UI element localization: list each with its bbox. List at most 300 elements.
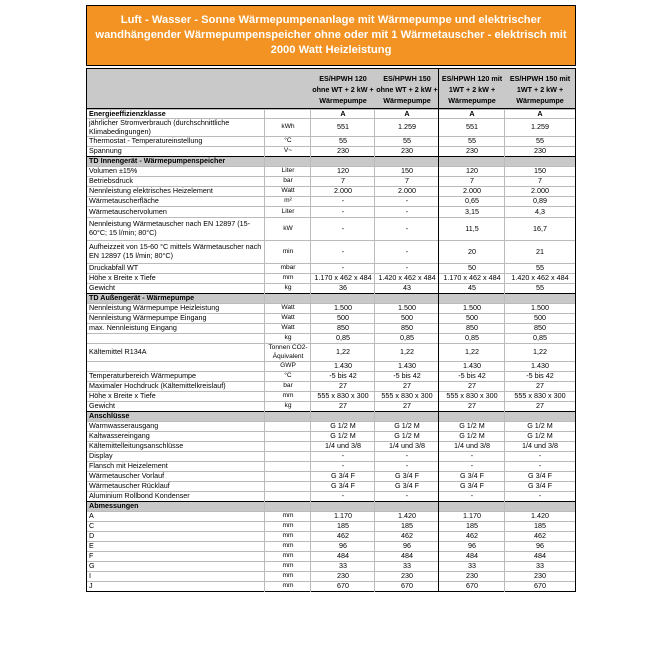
value-cell: 27	[403, 401, 411, 411]
value-cell: A	[404, 108, 410, 118]
value-cell: A	[469, 108, 475, 118]
table-row	[87, 561, 575, 571]
value-cell: 670	[466, 581, 478, 591]
spec-table	[86, 109, 576, 592]
value-cell: 96	[339, 541, 347, 551]
table-row	[87, 521, 575, 531]
section-header	[87, 156, 575, 166]
value-cell: G 1/2 M	[394, 431, 420, 441]
title-banner	[86, 5, 576, 66]
value-cell: 33	[403, 561, 411, 571]
table-row	[87, 381, 575, 391]
value-cell: 555 x 830 x 300	[317, 391, 369, 401]
value-cell: 33	[339, 561, 347, 571]
value-cell: 1.259	[531, 122, 549, 132]
value-cell: 1.500	[334, 303, 352, 313]
value-cell: G 3/4 F	[395, 471, 419, 481]
value-cell: G 1/2 M	[330, 421, 356, 431]
row-unit: mm	[282, 582, 294, 590]
value-cell: G 3/4 F	[331, 471, 355, 481]
row-unit: mm	[282, 572, 294, 580]
value-cell: 230	[401, 146, 413, 156]
value-cell: 551	[337, 122, 349, 132]
value-cell: -	[470, 451, 474, 461]
value-cell: 27	[339, 401, 347, 411]
value-cell: 230	[337, 146, 349, 156]
value-cell: 27	[536, 401, 544, 411]
value-cell: G 1/2 M	[527, 421, 553, 431]
value-cell: 555 x 830 x 300	[381, 391, 433, 401]
value-cell: 1.420 x 462 x 484	[378, 273, 436, 283]
table-row	[87, 391, 575, 401]
value-cell: 1.500	[463, 303, 481, 313]
value-cell: A	[340, 108, 346, 118]
value-cell: -	[341, 461, 345, 471]
value-cell: 7	[470, 176, 474, 186]
column-divider	[504, 109, 505, 592]
value-cell: 500	[401, 313, 413, 323]
table-row	[87, 441, 575, 451]
value-cell: 150	[534, 166, 546, 176]
value-cell: 1.170	[334, 511, 352, 521]
row-label: E	[89, 541, 94, 551]
value-cell: 1.420 x 462 x 484	[511, 273, 569, 283]
table-row	[87, 511, 575, 521]
table-row	[87, 273, 575, 283]
value-cell: 55	[403, 136, 411, 146]
value-cell: 1,22	[465, 347, 479, 357]
row-unit	[265, 110, 311, 118]
value-cell: 1.430	[334, 361, 352, 371]
row-label: Warmwasserausgang	[89, 421, 159, 431]
row-label	[87, 334, 265, 343]
row-label: C	[89, 521, 95, 531]
value-cell: -	[405, 246, 409, 256]
row-label: Wärmetauscher Rücklauf	[89, 481, 170, 491]
value-cell: 230	[401, 571, 413, 581]
value-cell: 230	[534, 146, 546, 156]
row-label: Display	[89, 451, 113, 461]
value-cell: 55	[536, 136, 544, 146]
value-cell: 1.170	[463, 511, 481, 521]
value-cell: 27	[468, 381, 476, 391]
table-row	[87, 303, 575, 313]
row-label: Wärmetauscherfläche	[89, 196, 159, 206]
section-title: Abmessungen	[89, 501, 139, 511]
value-cell: 4,3	[535, 206, 545, 216]
value-cell: -	[470, 491, 474, 501]
table-row	[87, 109, 575, 118]
row-label: Nennleistung Wärmetauscher nach EN 12897 (15-60°C; 15 l/min; 80°C)	[89, 219, 251, 237]
table-row	[87, 491, 575, 501]
value-cell: 1,22	[336, 347, 350, 357]
table-row	[87, 146, 575, 156]
value-cell: G 3/4 F	[395, 481, 419, 491]
row-label: D	[89, 531, 95, 541]
value-cell: 462	[401, 531, 413, 541]
value-cell: 670	[401, 581, 413, 591]
row-unit: mm	[282, 542, 294, 550]
value-cell: 1/4 und 3/8	[325, 441, 361, 451]
value-cell: -5 bis 42	[458, 371, 486, 381]
table-row	[87, 206, 575, 217]
column-divider	[438, 109, 439, 592]
value-cell: 7	[405, 176, 409, 186]
value-cell: 484	[466, 551, 478, 561]
value-cell: -	[405, 223, 409, 233]
row-label: A	[89, 511, 94, 521]
value-cell: 462	[466, 531, 478, 541]
value-cell: 36	[339, 283, 347, 293]
row-unit: kg	[284, 402, 292, 410]
row-label: F	[89, 551, 94, 561]
value-cell: 850	[337, 323, 349, 333]
section-header	[87, 411, 575, 421]
header-divider	[438, 68, 439, 109]
row-label: Temperaturbereich Wärmepumpe	[89, 371, 197, 381]
value-cell: G 3/4 F	[528, 471, 552, 481]
value-cell: G 1/2 M	[459, 431, 485, 441]
value-cell: -	[470, 461, 474, 471]
row-unit: Liter	[281, 207, 295, 215]
value-cell: 230	[466, 146, 478, 156]
value-cell: 27	[536, 381, 544, 391]
row-label: Maximaler Hochdruck (Kältemittelkreislauf)	[89, 381, 226, 391]
table-row	[87, 421, 575, 431]
value-cell: 551	[466, 122, 478, 132]
row-unit	[265, 492, 311, 501]
value-cell: 0,65	[465, 196, 479, 206]
value-cell: -	[341, 196, 345, 206]
column-header-2: ES/HPWH 150 ohne WT + 2 kW + Wärmepumpe	[376, 74, 438, 105]
value-cell: 55	[339, 136, 347, 146]
value-cell: 484	[534, 551, 546, 561]
table-row	[87, 531, 575, 541]
row-label: Wärmetauscher Vorlauf	[89, 471, 165, 481]
table-row	[87, 471, 575, 481]
section-header	[87, 501, 575, 511]
row-label: Nennleistung elektrisches Heizelement	[89, 186, 213, 196]
value-cell: -5 bis 42	[393, 371, 421, 381]
value-cell: 55	[536, 283, 544, 293]
value-cell: -	[538, 451, 542, 461]
table-row	[87, 541, 575, 551]
value-cell: 1.430	[463, 361, 481, 371]
row-unit: mm	[282, 392, 294, 400]
value-cell: -5 bis 42	[526, 371, 554, 381]
column-divider	[264, 109, 265, 592]
value-cell: 2.000	[463, 186, 481, 196]
row-unit: kg	[284, 284, 292, 292]
row-label: Volumen ±15%	[89, 166, 138, 176]
value-cell: -	[405, 461, 409, 471]
table-row	[87, 136, 575, 146]
table-row	[87, 283, 575, 293]
value-cell: 1.500	[398, 303, 416, 313]
value-cell: 21	[536, 246, 544, 256]
table-row	[87, 401, 575, 411]
table-row	[87, 581, 575, 591]
value-cell: 0,85	[465, 333, 479, 343]
column-header-1: ES/HPWH 120 ohne WT + 2 kW + Wärmepumpe	[312, 74, 374, 105]
value-cell: 1.420	[531, 511, 549, 521]
row-unit: mm	[282, 552, 294, 560]
row-unit: Liter	[281, 167, 295, 175]
value-cell: 96	[468, 541, 476, 551]
value-cell: -	[341, 223, 345, 233]
value-cell: 0,85	[336, 333, 350, 343]
table-row	[87, 461, 575, 471]
value-cell: 120	[337, 166, 349, 176]
column-divider	[310, 109, 311, 592]
row-label: Höhe x Breite x Tiefe	[89, 391, 156, 401]
value-cell: 33	[468, 561, 476, 571]
value-cell: 1.500	[531, 303, 549, 313]
table-row	[87, 451, 575, 461]
row-unit: V~	[283, 147, 293, 155]
row-label: Flansch mit Heizelement	[89, 461, 168, 471]
row-unit	[265, 432, 311, 441]
value-cell: 20	[468, 246, 476, 256]
row-unit: bar	[283, 177, 293, 185]
value-cell: 185	[466, 521, 478, 531]
table-row	[87, 431, 575, 441]
row-label: Spannung	[89, 146, 122, 156]
value-cell: 230	[337, 571, 349, 581]
value-cell: 462	[534, 531, 546, 541]
row-unit: mm	[282, 532, 294, 540]
value-cell: -	[341, 451, 345, 461]
row-unit: Watt	[281, 314, 295, 322]
table-row	[87, 481, 575, 491]
row-label: G	[89, 561, 95, 571]
value-cell: -5 bis 42	[329, 371, 357, 381]
row-unit	[265, 472, 311, 481]
value-cell: 500	[337, 313, 349, 323]
row-label: max. Nennleistung Eingang	[89, 323, 177, 333]
value-cell: 27	[468, 401, 476, 411]
value-cell: 1,22	[400, 347, 414, 357]
value-cell: 230	[466, 571, 478, 581]
value-cell: G 1/2 M	[459, 421, 485, 431]
row-label: Nennleistung Wärmepumpe Eingang	[89, 313, 207, 323]
value-cell: 2.000	[334, 186, 352, 196]
value-cell: 462	[337, 531, 349, 541]
value-cell: G 3/4 F	[460, 481, 484, 491]
value-cell: 850	[466, 323, 478, 333]
value-cell: 11,5	[465, 223, 479, 233]
value-cell: 1.170 x 462 x 484	[443, 273, 501, 283]
row-unit: m²	[284, 197, 292, 205]
row-unit: Tonnen CO2-Äquivalent	[268, 343, 308, 360]
row-unit: mm	[282, 522, 294, 530]
table-row	[87, 571, 575, 581]
row-unit	[265, 452, 311, 461]
row-label	[87, 362, 265, 371]
row-unit: °C	[284, 372, 292, 380]
value-cell: G 1/2 M	[394, 421, 420, 431]
row-unit	[265, 462, 311, 471]
value-cell: 185	[337, 521, 349, 531]
value-cell: 1/4 und 3/8	[522, 441, 558, 451]
table-row	[87, 551, 575, 561]
value-cell: 2.000	[398, 186, 416, 196]
value-cell: 1.259	[398, 122, 416, 132]
value-cell: 1/4 und 3/8	[389, 441, 425, 451]
row-unit: °C	[284, 137, 292, 145]
value-cell: 1.420	[398, 511, 416, 521]
value-cell: -	[405, 206, 409, 216]
value-cell: A	[537, 108, 543, 118]
value-cell: G 1/2 M	[527, 431, 553, 441]
value-cell: 150	[401, 166, 413, 176]
table-row	[87, 118, 575, 136]
value-cell: 1/4 und 3/8	[454, 441, 490, 451]
value-cell: 484	[401, 551, 413, 561]
value-cell: 33	[536, 561, 544, 571]
column-header-row	[86, 68, 576, 109]
row-label: J	[89, 581, 93, 591]
row-label: Wärmetauschervolumen	[89, 206, 167, 216]
value-cell: -	[405, 196, 409, 206]
row-label: Druckabfall WT	[89, 263, 139, 273]
row-unit: kWh	[281, 123, 295, 131]
row-label: Gewicht	[89, 401, 115, 411]
row-label: jährlicher Stromverbrauch (durchschnittliche Klimabedingungen)	[89, 117, 230, 136]
row-label: Kältemittelleitungsanschlüsse	[89, 441, 184, 451]
value-cell: 850	[534, 323, 546, 333]
value-cell: G 3/4 F	[460, 471, 484, 481]
value-cell: 120	[466, 166, 478, 176]
value-cell: 230	[534, 571, 546, 581]
value-cell: 27	[403, 381, 411, 391]
table-row	[87, 196, 575, 206]
section-title: TD Innengerät - Wärmepumpenspeicher	[89, 156, 226, 166]
value-cell: 96	[536, 541, 544, 551]
value-cell: 1.430	[531, 361, 549, 371]
row-unit: kW	[283, 224, 293, 232]
column-divider	[374, 109, 375, 592]
value-cell: 670	[534, 581, 546, 591]
value-cell: -	[405, 451, 409, 461]
value-cell: G 3/4 F	[528, 481, 552, 491]
column-header-4: ES/HPWH 150 mit 1WT + 2 kW + Wärmepumpe	[509, 74, 571, 105]
row-label: Aluminium Rollbond Kondenser	[89, 491, 190, 501]
value-cell: 0,85	[533, 333, 547, 343]
value-cell: 45	[468, 283, 476, 293]
table-row	[87, 240, 575, 263]
value-cell: 185	[401, 521, 413, 531]
row-label: Nennleistung Wärmepumpe Heizleistung	[89, 303, 220, 313]
row-unit: kg	[284, 334, 292, 342]
row-label: Kaltwassereingang	[89, 431, 150, 441]
table-row	[87, 186, 575, 196]
row-unit: Watt	[281, 324, 295, 332]
table-row	[87, 217, 575, 240]
page-title: Luft - Wasser - Sonne Wärmepumpenanlage mit Wärmepumpe und elektrischer wandhängender Wärmepumpenspeicher ohne oder mit 1 Wärmetauscher - elektrisch mit 2000 Watt Heizleistung	[95, 14, 567, 56]
row-unit: mm	[282, 512, 294, 520]
value-cell: -	[341, 491, 345, 501]
section-header	[87, 293, 575, 303]
row-unit	[265, 482, 311, 491]
value-cell: 7	[538, 176, 542, 186]
value-cell: 185	[534, 521, 546, 531]
value-cell: 55	[536, 263, 544, 273]
value-cell: -	[405, 263, 409, 273]
value-cell: 670	[337, 581, 349, 591]
value-cell: 55	[468, 136, 476, 146]
value-cell: -	[405, 491, 409, 501]
section-title: TD Außengerät - Wärmepumpe	[89, 293, 195, 303]
table-row	[87, 176, 575, 186]
table-row	[87, 371, 575, 381]
value-cell: 50	[468, 263, 476, 273]
row-label: Energieeffizienzklasse	[89, 108, 166, 118]
row-unit: GWP	[280, 362, 296, 370]
value-cell: 3,15	[465, 206, 479, 216]
row-label: Aufheizzeit von 15-60 °C mittels Wärmetauscher nach EN 12897 (15 l/min; 80°C)	[89, 242, 262, 260]
value-cell: 16,7	[533, 223, 547, 233]
value-cell: 7	[341, 176, 345, 186]
value-cell: -	[538, 491, 542, 501]
value-cell: 500	[534, 313, 546, 323]
value-cell: 555 x 830 x 300	[514, 391, 566, 401]
column-header-3: ES/HPWH 120 mit 1WT + 2 kW + Wärmepumpe	[441, 74, 503, 105]
value-cell: 96	[403, 541, 411, 551]
row-unit: min	[282, 247, 294, 255]
row-unit	[265, 422, 311, 431]
value-cell: 555 x 830 x 300	[446, 391, 498, 401]
value-cell: 43	[403, 283, 411, 293]
table-row	[87, 361, 575, 371]
value-cell: G 3/4 F	[331, 481, 355, 491]
value-cell: 484	[337, 551, 349, 561]
row-label: Höhe x Breite x Tiefe	[89, 273, 156, 283]
table-row	[87, 263, 575, 273]
section-title: Anschlüsse	[89, 411, 130, 421]
row-unit: Watt	[281, 187, 295, 195]
value-cell: -	[341, 206, 345, 216]
value-cell: 1.170 x 462 x 484	[314, 273, 372, 283]
table-row	[87, 333, 575, 343]
value-cell: 27	[339, 381, 347, 391]
value-cell: 2.000	[531, 186, 549, 196]
value-cell: -	[341, 263, 345, 273]
table-row	[87, 323, 575, 333]
value-cell: 1.430	[398, 361, 416, 371]
row-label: Thermostat - Temperatureinstellung	[89, 136, 203, 146]
row-label: I	[89, 571, 91, 581]
row-label: Gewicht	[89, 283, 115, 293]
value-cell: -	[341, 246, 345, 256]
table-row	[87, 166, 575, 176]
value-cell: 0,89	[533, 196, 547, 206]
value-cell: G 1/2 M	[330, 431, 356, 441]
row-unit: Watt	[281, 304, 295, 312]
value-cell: 500	[466, 313, 478, 323]
table-row	[87, 313, 575, 323]
row-unit: mbar	[280, 264, 296, 272]
datasheet	[86, 5, 578, 656]
value-cell: 1,22	[533, 347, 547, 357]
row-unit	[265, 442, 311, 451]
row-unit: mm	[282, 562, 294, 570]
row-label: Kältemittel R134A	[89, 347, 147, 357]
value-cell: -	[538, 461, 542, 471]
row-unit: mm	[282, 274, 294, 282]
value-cell: 0,85	[400, 333, 414, 343]
row-label: Betriebsdruck	[89, 176, 133, 186]
